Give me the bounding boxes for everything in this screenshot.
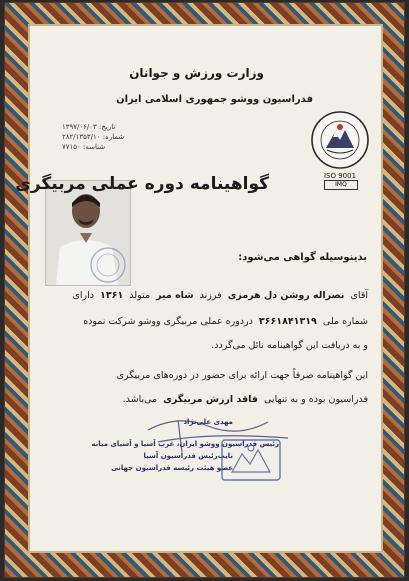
validity-prefix: فدراسیون بوده و به تنهایی <box>264 394 368 405</box>
body-line-5 <box>123 394 368 405</box>
letter-number: شماره: ۲۸۲/۱۳۵۳/۱۰ <box>62 133 125 141</box>
letter-id: شناسه: ۷۷۱۵۰ <box>62 143 106 151</box>
birth-label: متولد <box>129 290 151 301</box>
signatory-name: مهدی علی‌نژاد <box>183 418 233 426</box>
birth-year: ۱۳۶۱ <box>100 290 124 301</box>
course-text: دردوره عملی مربیگری ووشو شرکت نموده <box>83 316 253 327</box>
certificate-title: گواهینامه دوره عملی مربیگری <box>15 174 269 194</box>
official-stamp-icon <box>220 436 282 484</box>
body-line-3: و به دریافت این گواهینامه نائل می‌گردد. <box>211 340 368 351</box>
holder-photo <box>45 180 131 286</box>
signatory-role-1: رئیس فدراسیون ووشو ایران، غرب آسیا و آسیای میانه <box>91 440 279 448</box>
father-label: فرزند <box>199 290 222 301</box>
holder-name: نصراله روشن دل هرمزی <box>227 290 345 301</box>
national-id-label: شماره ملی <box>322 316 368 327</box>
body-line-1 <box>72 290 368 301</box>
has-label: دارای <box>72 290 94 301</box>
validity-suffix: می‌باشد. <box>122 394 158 405</box>
body-line-2 <box>83 316 368 327</box>
certificate-intro: بدینوسیله گواهی می‌شود: <box>238 252 367 263</box>
body-line-4: این گواهینامه صرفاً جهت ارائه برای حضور در دوره‌های مربیگری <box>116 370 368 381</box>
signatory-role-2: نایب‌رئیس فدراسیون آسیا <box>143 452 233 460</box>
validity-bold: فاقد ارزش مربیگری <box>163 394 258 405</box>
iso-label: ISO 9001 <box>323 172 357 180</box>
ministry-heading: وزارت ورزش و جوانان <box>129 66 264 80</box>
national-id: ۳۶۶۱۸۴۱۳۱۹ <box>258 316 317 327</box>
father-name: شاه میر <box>156 290 194 301</box>
imq-badge: IMQ <box>324 180 358 190</box>
letter-date: تاریخ: ۱۳۹۷/۰۶/۰۳ <box>62 123 116 131</box>
person-photo-icon <box>46 181 130 285</box>
signatory-role-3: عضو هیئت رئیسه فدراسیون جهانی <box>111 464 233 472</box>
federation-logo-icon <box>309 110 371 170</box>
title-prefix: آقای <box>350 290 368 301</box>
federation-heading: فدراسیون ووشو جمهوری اسلامی ایران <box>116 94 313 105</box>
